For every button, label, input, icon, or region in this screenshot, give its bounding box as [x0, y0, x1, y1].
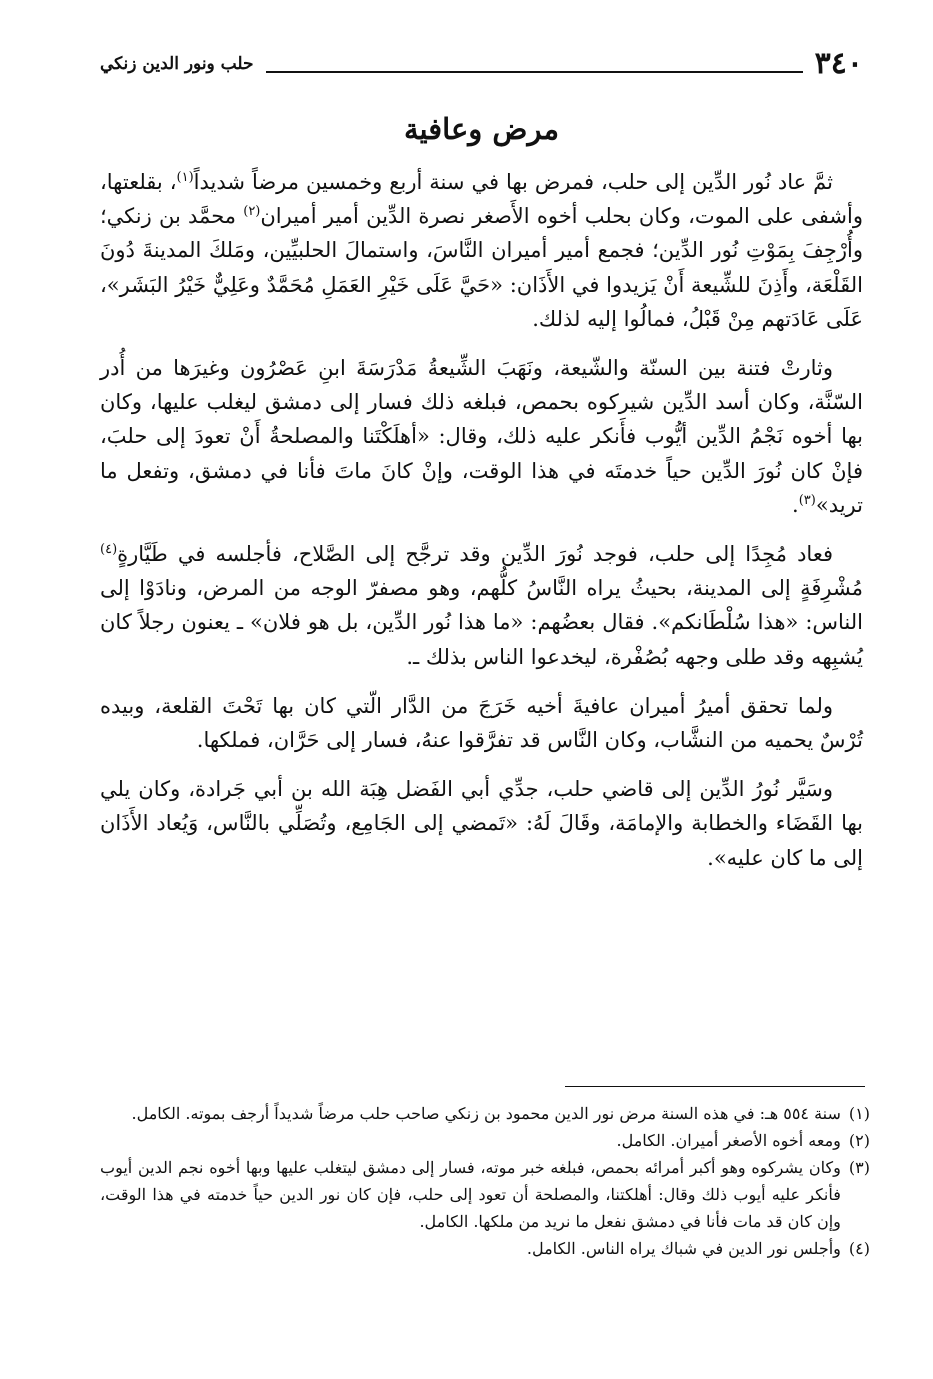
paragraph-text: محمَّد بن زنكي؛ وأُرْجِفَ بِمَوْتِ نُور الدِّين؛ فجمع أمير أميران النَّاسَ، واستمالَ الحلبيِّين، ومَلكَ المدينةَ دُونَ القَلْعَة، وأَذِنَ للشِّيعة أَنْ يَزيدوا في الأَذَان: «حَيَّ عَلَى خَيْرِ العَمَلِ مُحَمَّدٌ وعَلِيٌّ خَيْرُ البَشَر»، عَلَى عَادَتهم مِنْ قَبْلُ، فمالُوا إليه لذلك. [100, 204, 863, 331]
footnote-text: ومعه أخوه الأصغر أميران. الكامل. [616, 1131, 841, 1150]
running-header [100, 44, 863, 84]
footnote-number: (٣) [848, 1158, 870, 1177]
paragraph-text: . [792, 492, 799, 517]
paragraph [100, 351, 863, 522]
paragraph-text: ولما تحقق أميرُ أميران عافيةَ أخيه خَرَجَ من الدَّار الّتي كان بها تَحْتَ القلعة، وبيده تُرْسٌ يحميه من النشَّاب، وكان النَّاس قد تفرَّقوا عنهُ، فسار إلى حَرَّان، فملكها. [100, 693, 863, 753]
footnote-marker: (٢) [243, 204, 261, 220]
body-text [100, 165, 863, 890]
footnote [100, 1235, 870, 1262]
paragraph [100, 772, 863, 875]
footnotes [100, 1100, 870, 1262]
page-number: ٣٤٠ [814, 46, 863, 81]
footnote-text: وأجلس نور الدين في شباك يراه الناس. الكامل. [526, 1239, 841, 1258]
paragraph [100, 537, 863, 674]
paragraph-text: وسَيَّر نُورُ الدِّين إلى قاضي حلب، جدِّي أبي الفَضل هِبَة الله بن أبي جَرادة، وكان يلي بها القَضَاء والخطابة والإمامَة، وقَالَ لَهُ: «تَمضي إلى الجَامِع، وتُصَلِّي بالنَّاس، وَيُعاد الأَذَان إلى ما كان عليه». [100, 777, 863, 870]
paragraph [100, 165, 863, 336]
paragraph-text: وثارتْ فتنة بين السنّة والشّيعة، ونَهَبَ الشِّيعةُ مَدْرَسَةَ ابنِ عَصْرُون وغيرَها من أُدر السّنَّة، وكان أسد الدِّين شيركوه بحمص، فبلغه ذلك فسار إلى دمشق ليغلب عليها، وكان بها أخوه نَجْمُ الدِّين أيُّوب فأَنكر عليه ذلك، وقال: «أهلَكْتَنا والمصلحةُ أَنْ تعودَ إلى حلبَ، فإنْ كان نُورَ الدِّين حياً خدمتَه في هذا الوقت، وإنْ كانَ ماتَ فأنا في دمشق، وتفعل ما تريد» [100, 356, 863, 517]
footnote-marker: (١) [176, 170, 194, 185]
footnote-text: سنة ٥٥٤ هـ: في هذه السنة مرض نور الدين محمود بن زنكي صاحب حلب مرضاً شديداً أرجف بموته. الكامل. [131, 1104, 841, 1123]
paragraph-text: فعاد مُجِدًا إلى حلب، فوجد نُورَ الدِّين وقد ترجَّح إلى الصَّلاح، فأجلسه في طَيَّارةٍ [117, 542, 833, 567]
paragraph-text: ثمَّ عاد نُور الدِّين إلى حلب، فمرض بها في سنة أربع وخمسين مرضاً شديداً [193, 170, 834, 194]
footnote-text: وكان يشركوه وهو أكبر أمرائه بحمص، فبلغه خبر موته، فسار إلى دمشق ليتغلب عليها وبها أخوه نجم الدين أيوب فأنكر عليه أيوب ذلك وقال: أهلكتنا، والمصلحة أن تعود إلى حلب، فإن كان نور الدين حياً خدمته في هذا الوقت، وإن كان قد مات فأنا في دمشق نفعل ما نريد من ملكها. الكامل. [100, 1158, 841, 1231]
footnote-marker: (٣) [798, 492, 816, 508]
header-rule [266, 71, 803, 73]
footnote-separator [565, 1086, 865, 1087]
footnote-number: (١) [848, 1104, 870, 1123]
running-book-title: حلب ونور الدين زنكي [100, 54, 254, 74]
footnote [100, 1127, 870, 1154]
footnote [100, 1154, 870, 1235]
footnote [100, 1100, 870, 1127]
paragraph-text: ، بقلعتها، وأشفى على الموت، وكان بحلب أخوه الأَصغر نصرة الدِّين أمير أميران [100, 170, 863, 229]
footnote-number: (٤) [848, 1239, 870, 1258]
paragraph [100, 689, 863, 757]
paragraph-text: مُشْرِفَةٍ إلى المدينة، بحيثُ يراه النَّاسُ كلُّهم، وهو مصفرّ الوجه من المرض، ونادَوْا إلى الناس: «هذا سُلْطَانكم». فقال بعضُهم: «ما هذا نُور الدِّين، بل هو فلان» ـ يعنون رجلاً كان يُشبِهه وقد طلى وجهه بُصُفْرة، ليخدعوا الناس بذلك ـ. [100, 576, 863, 669]
footnote-number: (٢) [848, 1131, 870, 1150]
section-title: مرض وعافية [404, 112, 559, 146]
footnote-marker: (٤) [100, 542, 118, 558]
